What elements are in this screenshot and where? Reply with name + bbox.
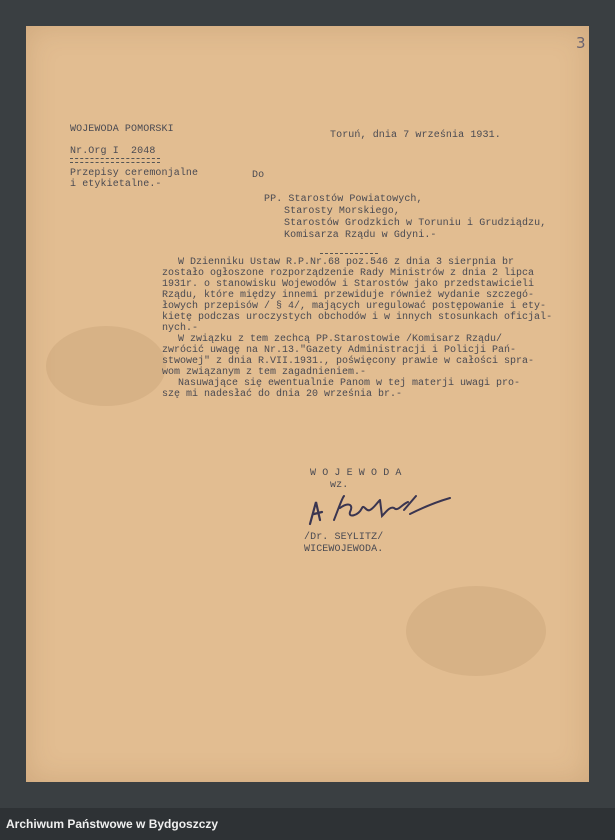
body-line: zostało ogłoszone rozporządzenie Rady Ministrów z dnia 2 lipca xyxy=(162,268,535,279)
body-line: Rządu, które między innemi przewiduje również wydanie szczegó- xyxy=(162,290,535,301)
signatory-name: /Dr. SEYLITZ/ xyxy=(304,532,384,543)
subject-line: i etykietalne.- xyxy=(70,179,162,190)
archive-footer xyxy=(0,808,615,840)
body-line: W związku z tem zechcą PP.Starostowie /Komisarz Rządu/ xyxy=(178,334,503,345)
reference-number: Nr.Org I 2048 xyxy=(70,146,156,157)
reference-underline xyxy=(70,158,160,163)
body-line: 1931r. o stanowisku Wojewodów i Starostów jako przedstawicieli xyxy=(162,279,535,290)
paper-stain xyxy=(406,586,546,676)
body-line: kietę podczas uroczystych obchodów i w innych stosunkach oficjal- xyxy=(162,312,553,323)
signature-title: W O J E W O D A xyxy=(310,468,402,479)
to-label: Do xyxy=(252,170,265,181)
body-line: W Dzienniku Ustaw R.P.Nr.68 poz.546 z dnia 3 sierpnia br xyxy=(178,257,515,268)
body-line: zwrócić uwagę na Nr.13."Gazety Administracji i Policji Pań- xyxy=(162,345,517,356)
subject-line: Przepisy ceremonjalne xyxy=(70,168,199,179)
recipient-line: Starostów Grodzkich w Toruniu i Grudziądzu, xyxy=(284,218,547,229)
body-line: Nasuwające się ewentualnie Panom w tej materji uwagi pro- xyxy=(178,378,521,389)
issuer-heading: WOJEWODA POMORSKI xyxy=(70,124,174,135)
body-line: wom związanym z tem zagadnieniem.- xyxy=(162,367,367,378)
body-line: łowych przepisów / § 4/, mających uregulować postępowanie i ety- xyxy=(162,301,547,312)
body-line: stwowej" z dnia R.VII.1931., poświęcony prawie w całości spra- xyxy=(162,356,535,367)
recipient-line: Komisarza Rządu w Gdyni.- xyxy=(284,230,437,241)
recipient-line: Starosty Morskiego, xyxy=(284,206,400,217)
place-date: Toruń, dnia 7 września 1931. xyxy=(330,130,501,141)
handwritten-signature xyxy=(304,490,454,530)
body-line: szę mi nadesłać do dnia 20 września br.- xyxy=(162,389,403,400)
archive-label: Archiwum Państwowe w Bydgoszczy xyxy=(6,817,219,831)
recipient-line: PP. Starostów Powiatowych, xyxy=(264,194,423,205)
body-line: nych.- xyxy=(162,323,199,334)
separator-line xyxy=(320,253,378,254)
signatory-role: WICEWOJEWODA. xyxy=(304,544,384,555)
document-page xyxy=(26,26,589,782)
signature-for: wz. xyxy=(330,480,349,491)
letter-body xyxy=(126,257,566,400)
page-number: 3 xyxy=(576,34,586,52)
